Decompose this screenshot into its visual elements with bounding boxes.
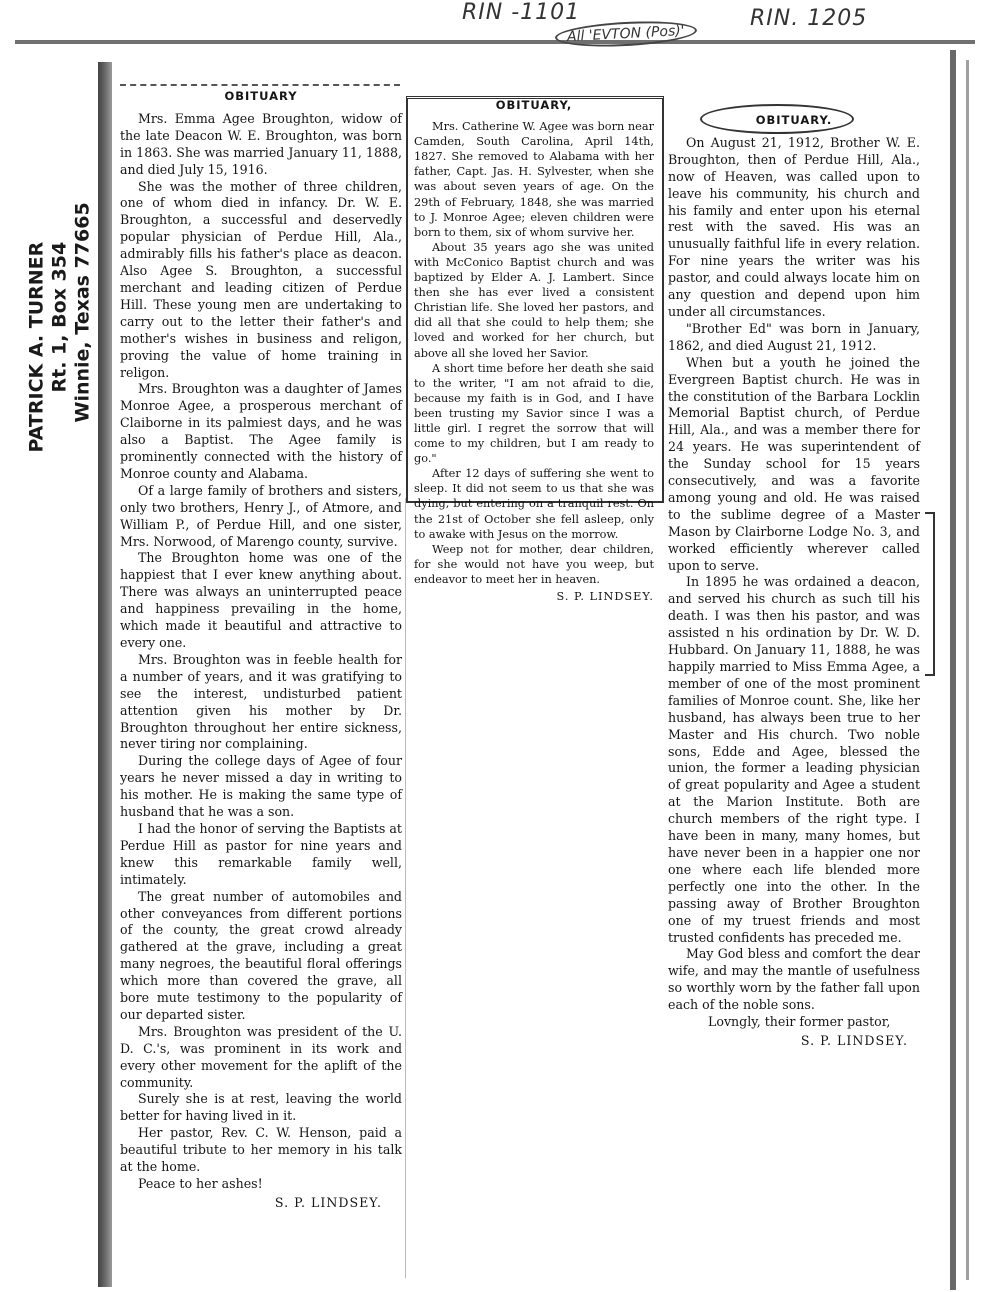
- handwritten-annotation-left: RIN -1101: [462, 0, 581, 25]
- obituary-we-broughton: [668, 112, 920, 1050]
- paragraph: "Brother Ed" was born in January, 1862, and died August 21, 1912.: [668, 320, 920, 353]
- paragraph: During the college days of Agee of four years he never missed a day in writing to his mother. He is making the same type of husband that he was a son.: [120, 753, 402, 820]
- paragraph: About 35 years ago she was united with McConico Baptist church and was baptized by Elder A. J. Lambert. Since then she has ever lived a consistent Christian life. She loved her pastors, and did all that she could to help them; she loved and worked for her church, but above all she loved her Savior.: [414, 240, 654, 360]
- column2-signature: S. P. LINDSEY.: [556, 590, 654, 603]
- paragraph: Of a large family of brothers and sisters, only two brothers, Henry J., of Atmore, and William P., of Perdue Hill, and one sister, Mrs. Norwood, of Marengo county, survive.: [120, 482, 402, 549]
- column3-closing: Lovngly, their former pastor,: [708, 1014, 891, 1030]
- address-stamp: [26, 153, 95, 453]
- handwritten-annotation-right: RIN. 1205: [750, 6, 868, 31]
- paragraph: On August 21, 1912, Brother W. E. Broughton, then of Perdue Hill, Ala., now of Heaven, was called upon to leave his community, his church and his family and enter upon his eternal rest with the saved. His was an unusually faithful life in every relation. For nine years the writer was his pastor, and could always locate him on any question and depend upon him under all circumstances.: [668, 134, 920, 319]
- paragraph: A short time before her death she said to the writer, "I am not afraid to die, because my faith is in God, and I have been trusting my Savior since I was a little girl. I regret the sorrow that will come to my children, but I am ready to go.": [414, 361, 654, 466]
- paragraph: May God bless and comfort the dear wife, and may the mantle of usefulness so worthly worn by the father fall upon each of the noble sons.: [668, 946, 920, 1013]
- column1-title: OBITUARY: [224, 89, 298, 103]
- stamp-line-city: Winnie, Texas 77665: [71, 202, 94, 423]
- paragraph: Mrs. Broughton was a daughter of James Monroe Agee, a prosperous merchant of Claiborne in its palmiest days, and he was also a Baptist. The Agee family is prominently connected with the history of Monroe county and Alabama.: [120, 381, 402, 481]
- paragraph: I had the honor of serving the Baptists at Perdue Hill as pastor for nine years and knew this remarkable family well, intimately.: [120, 820, 402, 887]
- column-divider: [405, 498, 406, 1278]
- paragraph: Weep not for mother, dear children, for she would not have you weep, but endeavor to meet her in heaven.: [414, 542, 654, 586]
- paragraph: Peace to her ashes!: [138, 1176, 263, 1191]
- stamp-line-name: PATRICK A. TURNER: [25, 241, 48, 453]
- scan-top-edge: [15, 40, 975, 44]
- column2-title: OBITUARY,: [495, 98, 573, 112]
- paragraph: Her pastor, Rev. C. W. Henson, paid a beautiful tribute to her memory in his talk at the home.: [120, 1125, 402, 1175]
- column3-signature: S. P. LINDSEY.: [800, 1032, 908, 1048]
- obituary-catherine-agee: [414, 98, 654, 604]
- paragraph: Mrs. Broughton was president of the U. D. C.'s, was prominent in its work and every other movement for the aplift of the community.: [120, 1023, 402, 1090]
- paragraph: The Broughton home was one of the happiest that I ever knew anything about. There was always an uninterrupted peace and happiness prevailing in the home, which made it beautiful and attractive to every one.: [120, 550, 402, 650]
- paragraph: After 12 days of suffering she went to sleep. It did not seem to us that she was dying, but entering on a tranquil rest. On the 21st of October she fell asleep, only to awake with Jesus on the morrow.: [414, 467, 654, 541]
- handwritten-paper-note: All 'EVTON (Pos)': [554, 18, 697, 49]
- paragraph: In 1895 he was ordained a deacon, and served his church as such till his death. I was then his pastor, and was assisted n his ordination by Dr. W. D. Hubbard. On January 11, 1888, he was happily married to Miss Emma Agee, a member of one of the most prominent families of Monroe count. She, like her husband, has always been true to her Master and His church. Two noble sons, Edde and Agee, blessed the union, the former a leading physician of great popularity and Agee a student at the Marion Institute. Both are church members of the right type. I have been in many, many homes, but have never been in a happier one nor one where each life blended more perfectly one into the other. In the passing away of Brother Broughton one of my truest friends and most trusted confidents has preceded me.: [668, 574, 920, 945]
- column1-signature: S. P. LINDSEY.: [274, 1194, 382, 1210]
- margin-bracket: [925, 512, 935, 676]
- paragraph: Mrs. Catherine W. Agee was born near Camden, South Carolina, April 14th, 1827. She removed to Alabama with her father, Capt. Jas. H. Sylvester, when she was about seven years of age. On the 29th of February, 1848, she was married to J. Monroe Agee; eleven children were born to them, six of whom survive her.: [414, 120, 654, 239]
- paragraph: Surely she is at rest, leaving the world better for having lived in it.: [120, 1091, 402, 1124]
- scan-right-edge: [950, 50, 956, 1290]
- scan-right-edge-inner: [966, 60, 969, 1280]
- paragraph: The great number of automobiles and other conveyances from different portions of the county, the great crowd already gathered at the grave, including a great many negroes, the beautiful floral offerings which more than covered the grave, all bore mute testimony to the popularity of our departed sister.: [120, 888, 402, 1022]
- paragraph: She was the mother of three children, one of whom died in infancy. Dr. W. E. Broughton, a successful and deservedly popular physician of Perdue Hill, Ala., admirably fills his father's place as deacon. Also Agee S. Broughton, a successful merchant and leading citizen of Perdue Hill. These young men are undertaking to carry out to the letter their father's and mother's wishes in business and religon, proving the value of home training in religon.: [120, 178, 402, 380]
- scan-left-edge: [98, 62, 112, 1287]
- column3-title: OBITUARY.: [755, 113, 833, 127]
- paragraph: Mrs. Broughton was in feeble health for a number of years, and it was gratifying to see the interest, undisturbed patient attention given his mother by Dr. Broughton throughout her entire sickness, never tiring nor complaining.: [120, 651, 402, 752]
- paragraph: Mrs. Emma Agee Broughton, widow of the late Deacon W. E. Broughton, was born in 1863. She was married January 11, 1888, and died July 15, 1916.: [120, 110, 402, 177]
- paragraph: When but a youth he joined the Evergreen Baptist church. He was in the constitution of the Barbara Locklin Memorial Baptist church, of Perdue Hill, Ala., and was a member there for 24 years. He was superintendent of the Sunday school for 15 years consecutively, and was a favorite among young and old. He was raised to the sublime degree of a Master Mason by Clairborne Lodge No. 3, and worked efficiently wherever called upon to serve.: [668, 354, 920, 573]
- obituary-emma-broughton: [120, 88, 402, 1212]
- stamp-line-box: Rt. 1, Box 354: [48, 241, 71, 393]
- column1-top-rule: [120, 84, 400, 86]
